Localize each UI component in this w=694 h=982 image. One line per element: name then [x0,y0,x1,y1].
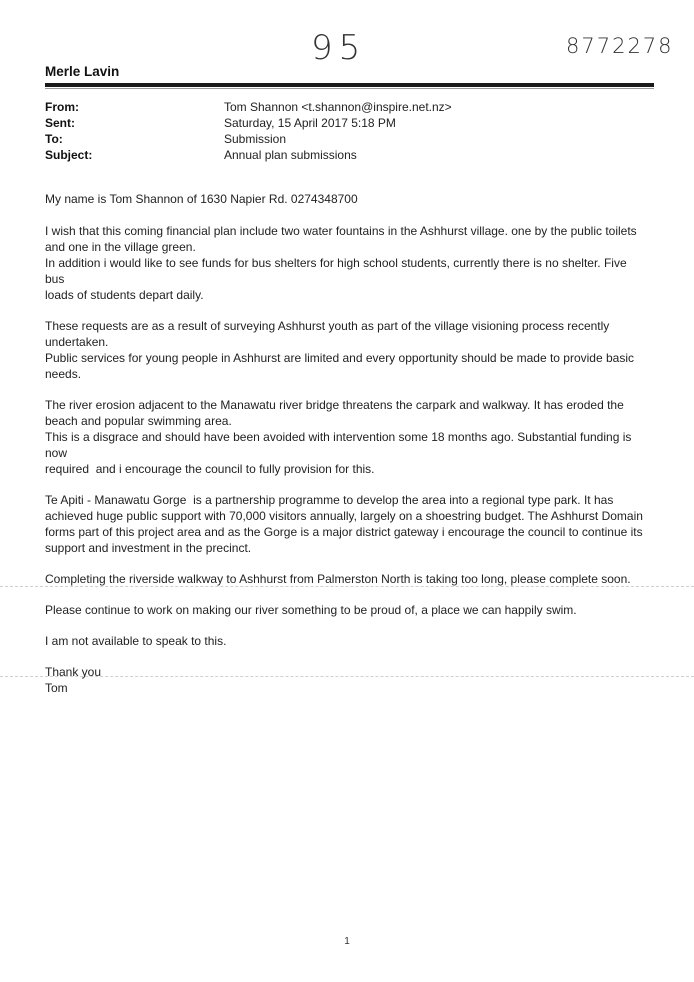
body-paragraph-availability: I am not available to speak to this. [45,634,227,648]
body-paragraph-erosion: The river erosion adjacent to the Manawatu river bridge threatens the carpark and walkway. It has eroded the beach and popular swimming area. This is a disgrace and should have been avoided with intervention some 18 months ago. Substantial funding is now required and i encourage the council to fully provision for this. [45,398,632,476]
mailbox-owner-name: Merle Lavin [45,64,120,79]
body-paragraph-river: Please continue to work on making our river something to be proud of, a place we can happily swim. [45,603,577,617]
body-intro: My name is Tom Shannon of 1630 Napier Rd. 0274348700 [45,192,358,206]
header-rule [45,83,654,87]
subject-label: Subject: [45,148,93,162]
header-rule-thin [45,88,654,89]
scan-artifact-line [0,586,694,587]
body-paragraph-walkway: Completing the riverside walkway to Ashhurst from Palmerston North is taking too long, please complete soon. [45,572,631,586]
to-value: Submission [224,132,287,146]
body-paragraph-gorge: Te Apiti - Manawatu Gorge is a partnership programme to develop the area into a regional type park. It has achieved huge public support with 70,000 visitors annually, largely on a shoestring budget. The Ashhurst Domain forms part of this project area and as the Gorge is a major district gateway i encourage the council to continue its support and investment in the precinct. [45,493,643,555]
handwritten-number-left: 95 [311,28,367,68]
handwritten-number-right: 8772278 [566,34,674,58]
to-label: To: [45,132,63,146]
body-closing: Thank you Tom [45,665,102,695]
body-paragraph-fountains: I wish that this coming financial plan include two water fountains in the Ashhurst village. one by the public toilets and one in the village green. In addition i would like to see funds for bus shelters for high school students, currently there is no shelter. Five bus loads of students depart daily. [45,224,637,302]
email-body [45,191,645,696]
scan-artifact-line [0,676,694,677]
sent-value: Saturday, 15 April 2017 5:18 PM [224,116,396,130]
from-label: From: [45,100,79,114]
sent-label: Sent: [45,116,75,130]
subject-value: Annual plan submissions [224,148,357,162]
from-value: Tom Shannon <t.shannon@inspire.net.nz> [224,100,452,114]
page-number: 1 [344,936,350,947]
body-paragraph-youth: These requests are as a result of surveying Ashhurst youth as part of the village visioning process recently undertaken. Public services for young people in Ashhurst are limited and every opportunity should be made to provide basic needs. [45,319,635,381]
